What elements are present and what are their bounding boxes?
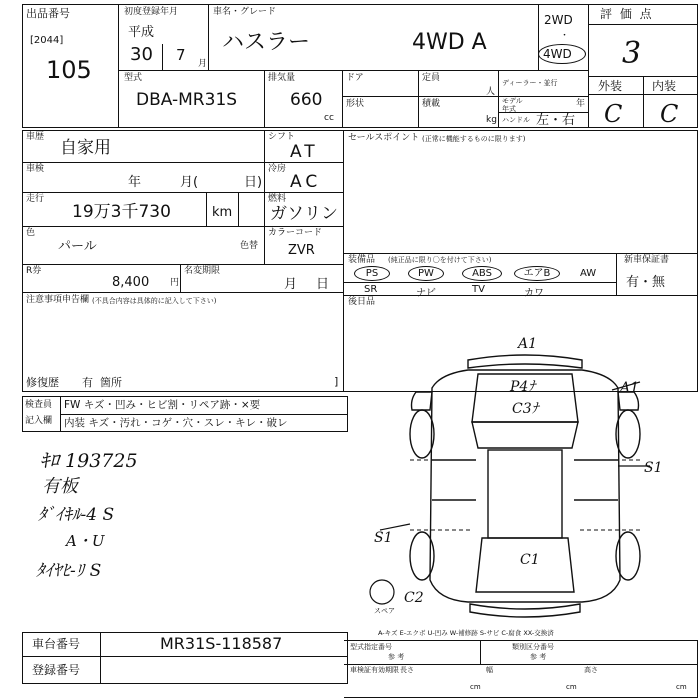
mark-left-s1: S1	[374, 530, 393, 546]
equip-sr: SR	[364, 284, 378, 295]
color-change-label: 色替	[240, 241, 259, 251]
ref-label-2: 参 考	[530, 653, 547, 661]
mark-c3: C3ﾅ	[512, 401, 539, 417]
warranty-value: 有・無	[626, 275, 666, 290]
vehicle-info-block	[22, 130, 344, 392]
reg-era: 平成	[128, 25, 155, 40]
drive-2wd: 2WD	[544, 13, 573, 27]
mileage-unit: km	[212, 205, 233, 220]
car-damage-diagram	[350, 330, 696, 630]
car-label: 車名・グレード	[213, 7, 277, 17]
inspection-label: 車検	[26, 164, 45, 174]
load-label: 積載	[422, 99, 441, 109]
model-value: DBA-MR31S	[136, 90, 238, 110]
inspector-label: 検査員	[25, 400, 53, 410]
load-unit: kg	[486, 115, 497, 125]
handwritten-line-5: ﾀｲﾔﾋ-ﾘ S	[36, 561, 102, 581]
handwritten-line-1: ｷﾛ 193725	[40, 450, 138, 472]
handwritten-line-2: 有板	[42, 476, 78, 497]
model-label: 型式	[124, 73, 143, 83]
mark-c1: C1	[520, 552, 540, 568]
damage-legend: A-キズ E-エクボ U-凹み W-補修跡 S-サビ C-腐食 XX-交換済	[378, 629, 554, 637]
equipment-label: 装備品	[348, 255, 376, 265]
lot-number: 105	[46, 56, 92, 84]
name-change-month: 月	[284, 277, 298, 292]
notes-sub: (不具合内容は具体的に記入して下さい)	[92, 297, 217, 305]
lot-code: [2044]	[30, 35, 64, 46]
equip-tv: TV	[472, 284, 485, 295]
reg-month: 7	[176, 46, 186, 64]
recycle-unit: 円	[170, 278, 180, 288]
inspector-row-1: FW キズ・凹み・ヒビ割・リペア跡・×要	[64, 399, 261, 411]
chassis-value: MR31S-118587	[160, 634, 283, 653]
interior-value: C	[660, 100, 679, 128]
color-code-label: カラーコード	[268, 228, 323, 238]
grade-label: 評 価 点	[600, 7, 654, 21]
usage-label: 車歴	[26, 132, 45, 142]
inspector-label-2: 記入欄	[25, 416, 53, 426]
inspection-day: 日)	[244, 175, 263, 190]
shift-value: AT	[290, 142, 319, 162]
capacity-label: 定員	[422, 73, 441, 83]
name-change-day: 日	[316, 277, 330, 292]
reg-year-label: 初度登録年月	[124, 7, 179, 17]
model-year-unit: 年	[576, 99, 586, 109]
equipment-sub: (純正品に限り〇を付けて下さい)	[388, 256, 492, 264]
drive-4wd: 4WD	[543, 47, 572, 61]
grade-score: 3	[622, 36, 642, 71]
recycle-value: 8,400	[112, 275, 150, 290]
width-unit: cm	[566, 683, 577, 691]
mark-c2: C2	[404, 590, 424, 606]
equip-aw: AW	[580, 268, 597, 279]
car-grade: 4WD A	[412, 30, 487, 55]
ac-label: 冷房	[268, 164, 287, 174]
ac-value: AC	[290, 172, 322, 192]
handwritten-line-3: ﾀﾞｲｷﾙ-4 S	[38, 505, 115, 525]
handle-value: 左・右	[536, 113, 576, 128]
type-cert-label: 型式指定番号	[350, 643, 392, 651]
aftermarket-label: 後日品	[348, 297, 376, 307]
recycle-label: R券	[26, 266, 42, 276]
fuel-label: 燃料	[268, 194, 287, 204]
color-code: ZVR	[288, 243, 315, 258]
color-value: パール	[58, 239, 97, 254]
displacement-value: 660	[290, 90, 323, 110]
registration-label: 登録番号	[32, 663, 81, 677]
exterior-value: C	[604, 100, 623, 128]
reg-month-unit: 月	[198, 59, 208, 69]
interior-label: 内装	[652, 79, 677, 93]
equip-airbag: エアB	[514, 266, 560, 281]
mark-right-a1: A1	[620, 380, 640, 396]
spare-label: スペア	[374, 607, 395, 615]
name-change-label: 名変期限	[184, 266, 221, 276]
notes-header: 注意事項申告欄	[26, 295, 90, 305]
exterior-label: 外装	[598, 79, 623, 93]
repair-unit: 箇所	[100, 376, 122, 389]
handle-label: ハンドル	[502, 116, 530, 124]
mark-p4: P4ﾅ	[510, 379, 536, 395]
sales-point-label: セールスポイント	[348, 133, 420, 143]
equip-pw: PW	[408, 266, 444, 281]
handwritten-line-4: A・U	[66, 532, 105, 550]
mileage-label: 走行	[26, 194, 45, 204]
shift-label: シフト	[268, 132, 296, 142]
capacity-unit: 人	[486, 87, 496, 97]
chassis-label: 車台番号	[32, 637, 81, 651]
ref-label-1: 参 考	[388, 653, 405, 661]
equip-abs: ABS	[462, 266, 502, 281]
displacement-unit: cc	[324, 113, 334, 123]
equip-leather: カワ	[524, 288, 544, 299]
shape-label: 形状	[346, 99, 365, 109]
top-header	[22, 4, 698, 128]
usage-value: 自家用	[60, 138, 111, 158]
mark-front-a1: A1	[518, 336, 538, 352]
color-label: 色	[26, 228, 36, 238]
mileage-value: 19万3千730	[72, 202, 171, 222]
fuel-value: ガソリン	[270, 204, 338, 224]
car-name: ハスラー	[222, 30, 311, 55]
inspection-year: 年	[128, 175, 142, 190]
repair-value: 有	[82, 376, 93, 389]
repair-label: 修復歴	[26, 376, 59, 389]
mark-right-s1: S1	[644, 460, 663, 476]
reg-year: 30	[130, 44, 153, 65]
width-label: 幅	[486, 666, 493, 674]
sales-point-sub: (正常に機能するものに限ります)	[422, 135, 526, 143]
repair-bracket: ]	[334, 375, 339, 388]
length-label: 長さ	[400, 666, 414, 674]
inspection-month: 月(	[180, 175, 199, 190]
height-label: 高さ	[584, 666, 598, 674]
inspector-row-2: 内装 キズ・汚れ・コゲ・穴・スレ・キレ・破レ	[64, 417, 288, 429]
door-label: ドア	[346, 73, 364, 83]
model-year-label: モデル年式	[502, 97, 523, 113]
equip-navi: ナビ	[416, 288, 436, 299]
height-unit: cm	[676, 683, 687, 691]
valid-label: 車検証有効期限	[350, 666, 399, 674]
dealer-label: ディーラー・並行	[502, 79, 558, 87]
class-num-label: 類別区分番号	[512, 643, 554, 651]
equip-ps: PS	[354, 266, 390, 281]
warranty-label: 新車保証書	[624, 255, 670, 265]
lot-label: 出品番号	[26, 7, 70, 20]
displacement-label: 排気量	[268, 73, 296, 83]
length-unit: cm	[470, 683, 481, 691]
